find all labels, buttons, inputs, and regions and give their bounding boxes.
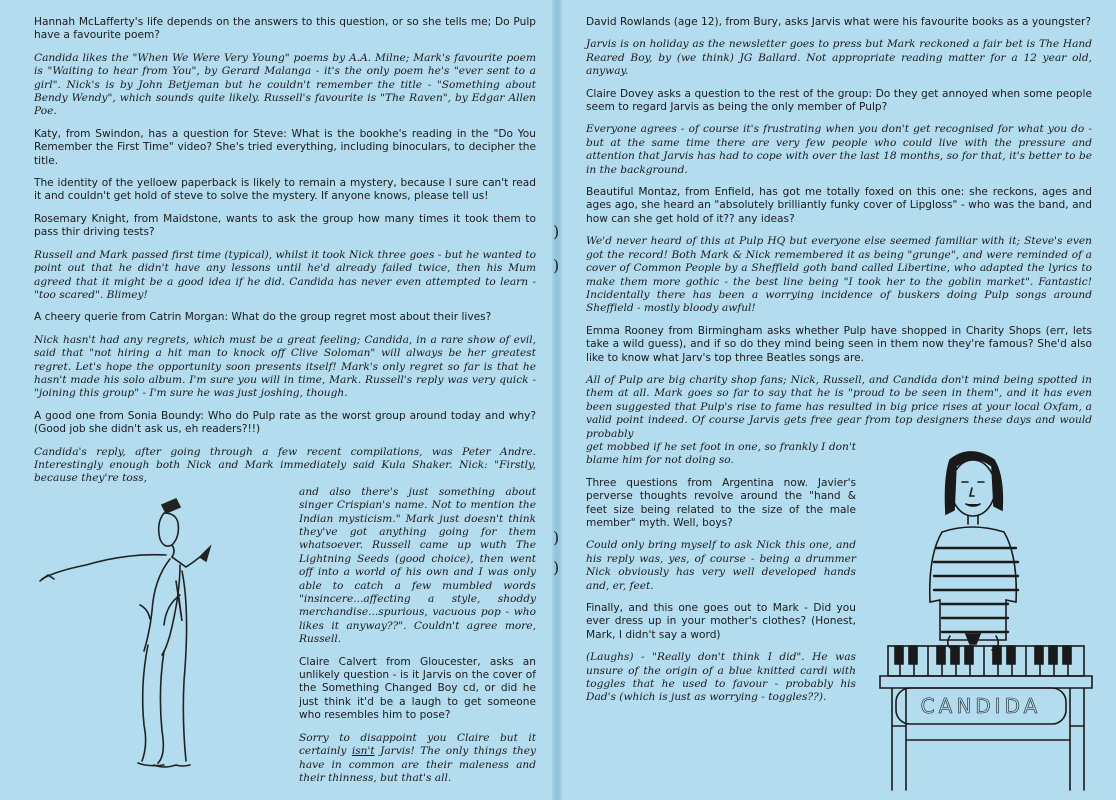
candida-sign-text: CANDIDA: [920, 694, 1042, 718]
question-lipgloss: Beautiful Montaz, from Enfield, has got me totally foxed on this one: she reckons, ages and ages ago, she heard an "absolutely brilliantly funky cover of Lipgloss" - who was the band, and how can she get hold of it?? any ideas?: [586, 186, 1092, 225]
question-argentina: Three questions from Argentina now. Javier's perverse thoughts revolve around the "hand & feet size being related to the size of the male member" myth. Well, boys?: [586, 476, 856, 529]
question-driving: Rosemary Knight, from Maidstone, wants to ask the group how many times it took them to pass thir driving tests?: [34, 212, 536, 239]
staple-mark: ): [553, 558, 560, 577]
question-regret: A cheery querie from Catrin Morgan: What do the group regret most about their lives?: [34, 311, 492, 324]
answer-mothers-clothes: (Laughs) - "Really don't think I did". He was unsure of the origin of a blue knitted cardi with toggles that he used to favour - probably his Dad's (which is just as worrying - toggles??).: [586, 651, 856, 704]
answer-driving: Russell and Mark passed first time (typical), whilst it took Nick three goes - but he wanted to point out that he didn't have any lessons until he'd already failed twice, then his Mum agreed that it might be a good idea if he did. Candida has never even attempted to learn - "too scared". Blimey!: [34, 248, 536, 301]
staple-mark: ): [553, 222, 560, 241]
question-worst-group: A good one from Sonia Boundy: Who do Pulp rate as the worst group around today and why? (Good job she didn't ask us, eh readers?!!): [34, 409, 536, 436]
staple-mark: ): [553, 528, 560, 547]
candida-drawing-illustration: [870, 440, 1100, 795]
jarvis-sketch-illustration: [30, 485, 270, 785]
answer-cd-cover: Sorry to disappoint you Claire but it certainly isn't Jarvis! The only things they have in common are their maleness and their thinness, but that's all.: [299, 731, 536, 784]
question-books: David Rowlands (age 12), from Bury, asks Jarvis what were his favourite books as a youngster?: [586, 16, 1091, 28]
answer-poem: Candida likes the "When We Were Very Young" poems by A.A. Milne; Mark's favourite poem is "Waiting to hear from You", by Gerard Malanga - it's the only poem he's "ever sent to a girl". Nick's is by John Betjeman but he couldn't remember the title - "Something about Bendy Wendy", which sounds quite likely. Russell's favourite is "The Raven", by Edgar Allen Poe.: [34, 51, 536, 118]
answer-books: Jarvis is on holiday as the newsletter goes to press but Mark reckoned a fair bet is The Hand Reared Boy, by (we think) JG Ballard. Not appropriate reading matter for a 12 year old, anyway.: [586, 38, 1092, 78]
answer-argentina: Could only bring myself to ask Nick this one, and his reply was, yes, of course - being a drummer Nick obviously has very well developed hands and, er, feet.: [586, 539, 856, 592]
answer-worst-group-intro: Candida's reply, after going through a few recent compilations, was Peter Andre. Interestingly enough both Nick and Mark immediately said Kula Shaker. Nick: "Firstly, because they're toss,: [34, 445, 536, 485]
answer-only-member: Everyone agrees - of course it's frustrating when you don't get recognised for what you do - but at the same time there are very few people who could live with the pressure and attention that Jarvis has had to cope with over the last 18 months, so for that, it's better to be in the background.: [586, 123, 1092, 176]
staple-mark: ): [553, 256, 560, 275]
question-only-member: Claire Dovey asks a question to the rest of the group: Do they get annoyed when some people seem to regard Jarvis as being the only member of Pulp?: [586, 87, 1092, 114]
question-poem: Hannah McLafferty's life depends on the answers to this question, or so she tells me; Do Pulp have a favourite poem?: [34, 16, 536, 42]
answer-charity: get mobbed if he set foot in one, so frankly I don't blame him for not doing so.: [586, 440, 856, 467]
question-mothers-clothes: Finally, and this one goes out to Mark - Did you ever dress up in your mother's clothes? (Honest, Mark, I didn't say a word): [586, 602, 856, 641]
answer-charity-intro: All of Pulp are big charity shop fans; Nick, Russell, and Candida don't mind being spotted in them at all. Mark goes so far to say that he is "proud to be seen in them", and it has even been suggested that Pulp's rise to fame has resulted in big price rises at your local Oxfam, a valid point indeed. Of course Jarvis gets free gear from top designers these days and would probably: [586, 373, 1092, 440]
question-charity: Emma Rooney from Birmingham asks whether Pulp have shopped in Charity Shops (err, lets take a wild guess), and if so do they mind being seen in them now they're famous? She'd also like to know what Jarv's top three Beatles songs are.: [586, 324, 1092, 364]
question-cd-cover: Claire Calvert from Gloucester, asks an unlikely question - is it Jarvis on the cover of the Something Changed Boy cd, or did he just think it'd be a laugh to get someone who resembles him to pose?: [299, 655, 536, 722]
question-book: Katy, from Swindon, has a question for Steve: What is the bookhe's reading in the "Do You Remember the First Time" video? She's tried everything, including binoculars, to decipher the title.: [34, 127, 536, 167]
answer-lipgloss: We'd never heard of this at Pulp HQ but everyone else seemed familiar with it; Steve's even got the record! Both Mark & Nick remembered it as being "grunge", and were reminded of a cover of Common People by a Sheffield goth band called Libertine, who adapted the lyrics to make them more gothic - the best line being "I took her to the goblin market". Fantastic! Incidentally there has been a worrying incidence of buskers doing Pulp songs around Sheffield - mostly bloody awful!: [586, 235, 1092, 315]
answer-worst-group: and also there's just something about singer Crispian's name. Not to mention the Indian mysticism." Mark just doesn't think they've got anything going for them whatsoever. Russell came up wuth The Lightning Seeds (good choice), then went off into a world of his own and I was only able to catch a few mumbled words "insincere...affecting a style, shoddy merchandise...spurious, vacuous pop - who likes it anyway??". Couldn't agree more, Russell.: [299, 485, 536, 646]
answer-regret: Nick hasn't had any regrets, which must be a great feeling; Candida, in a rare show of evil, said that "not hiring a hit man to knock off Clive Soloman" will always be her greatest regret. Let's hope the opportunity soon presents itself! Mark's only regret so far is that he hasn't made his solo album. I'm sure you will in time, Mark. Russell's reply was very quick - "joining this group" - I'm sure he was just joshing, though.: [34, 333, 536, 400]
answer-book: The identity of the yelloew paperback is likely to remain a mystery, because I sure can't read it and couldn't get hold of steve to solve the mystery. If anyone knows, please tell us!: [34, 177, 536, 203]
